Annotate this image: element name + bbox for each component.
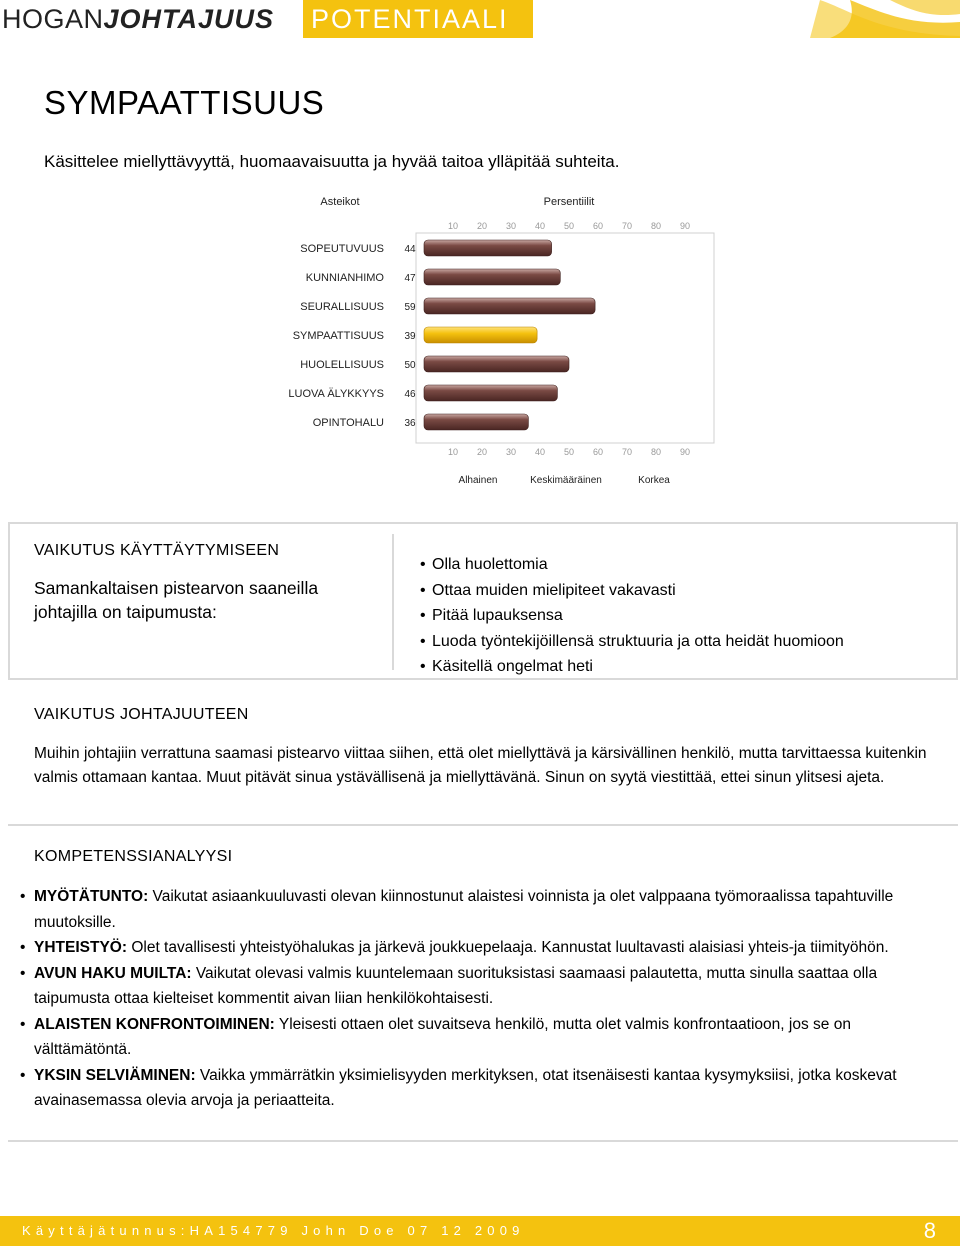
list-item <box>20 1063 940 1114</box>
range-label: Keskimääräinen <box>530 475 602 486</box>
brand-johtajuus: JOHTAJUUS <box>103 3 275 34</box>
competence-label: YHTEISTYÖ: <box>34 939 128 956</box>
bar <box>424 356 569 372</box>
competence-analysis-box <box>8 832 958 1142</box>
footer-user-line: Käyttäjätunnus:HA154779 John Doe 07 12 2009 <box>22 1223 525 1238</box>
x-tick-label-bottom: 20 <box>476 447 488 457</box>
category-label: SYMPAATTISUUS <box>292 330 384 342</box>
category-label: LUOVA ÄLYKKYYS <box>288 388 384 400</box>
x-tick-label-top: 40 <box>534 221 546 231</box>
leadership-impact-text: Muihin johtajiin verrattuna saamasi pistearvo viittaa siihen, että olet miellyttävä ja kärsivällinen henkilö, mutta tarvittaessa kuitenkin valmis ottamaan kantaa. Muut pitävät sinua ystävällisenä ja miellyttävänä. Sinun on syytä viestittää, ettei sinun ylitsesi ajeta. <box>34 745 927 786</box>
bullet-icon: • <box>20 888 26 905</box>
category-label: OPINTOHALU <box>312 417 384 429</box>
value-label: 46 <box>404 389 416 400</box>
value-label: 39 <box>404 331 416 342</box>
list-item <box>20 935 940 961</box>
chart-scales-header: Asteikot <box>320 196 360 208</box>
category-label: HUOLELLISUUS <box>300 359 384 371</box>
competence-label: MYÖTÄTUNTO: <box>34 888 149 905</box>
leadership-impact-box <box>8 690 958 826</box>
percentile-chart <box>0 185 960 495</box>
brand-logo <box>0 0 274 38</box>
x-tick-label-top: 70 <box>621 221 633 231</box>
competence-list <box>20 884 940 1114</box>
competence-text: Olet tavallisesti yhteistyöhalukas ja järkevä joukkuepelaaja. Kannustat luultavasti alaisiasi yhteis-ja tiimityöhön. <box>127 939 889 956</box>
bar <box>424 414 528 430</box>
value-label: 47 <box>404 273 416 284</box>
competence-label: AVUN HAKU MUILTA: <box>34 964 192 982</box>
bullet-icon: • <box>20 1066 26 1084</box>
chart-percentiles-header: Persentiilit <box>543 196 595 208</box>
x-tick-label-bottom: 70 <box>621 447 633 457</box>
category-label: SOPEUTUVUUS <box>300 243 384 255</box>
list-item: • Luoda työntekijöillensä struktuuria ja otta heidät huomioon <box>420 629 844 655</box>
behavior-impact-intro: Samankaltaisen pistearvon saaneilla johtajilla on taipumusta: <box>34 578 319 622</box>
behavior-impact-box <box>8 522 958 680</box>
x-tick-label-bottom: 90 <box>679 447 691 457</box>
competence-text: Vaikutat asiaankuuluvasti olevan kiinnostunut alaistesi voinnista ja olet valppaana työmoraalissa tapahtuville muutoksille. <box>34 888 894 931</box>
bullet-icon: • <box>20 964 26 982</box>
value-label: 59 <box>404 302 416 313</box>
behavior-bullet-list <box>420 552 844 680</box>
competence-label: ALAISTEN KONFRONTOIMINEN: <box>34 1015 275 1033</box>
x-tick-label-top: 90 <box>679 221 691 231</box>
list-item: • Ottaa muiden mielipiteet vakavasti <box>420 578 844 604</box>
competence-heading: KOMPETENSSIANALYYSI <box>34 848 233 865</box>
bar <box>424 385 557 401</box>
page-footer <box>0 1216 960 1246</box>
bullet-icon: • <box>20 939 26 956</box>
list-item <box>20 884 940 935</box>
list-item: • Käsitellä ongelmat heti <box>420 654 844 680</box>
competence-text: Yleisesti ottaen olet suvaitseva henkilö, mutta olet valmis konfrontaatioon, jos se on välttämätöntä. <box>34 1015 851 1058</box>
brand-potentiaali: POTENTIAALI <box>303 0 533 38</box>
bar <box>424 269 560 285</box>
page-title: SYMPAATTISUUS <box>44 84 325 121</box>
value-label: 50 <box>404 360 416 371</box>
list-item: • Olla huolettomia <box>420 552 844 578</box>
x-tick-label-bottom: 30 <box>505 447 517 457</box>
page-subtitle: Käsittelee miellyttävyyttä, huomaavaisuutta ja hyvää taitoa ylläpitää suhteita. <box>44 152 620 171</box>
range-label: Korkea <box>638 475 670 486</box>
bar <box>424 240 552 256</box>
list-item <box>20 961 940 1012</box>
x-tick-label-top: 20 <box>476 221 488 231</box>
x-tick-label-bottom: 10 <box>447 447 459 457</box>
x-tick-label-top: 10 <box>447 221 459 231</box>
brand-hogan: HOGAN <box>2 3 104 34</box>
leadership-impact-heading: VAIKUTUS JOHTAJUUTEEN <box>34 706 249 723</box>
box-divider <box>392 534 394 670</box>
bullet-icon: • <box>20 1015 26 1033</box>
x-tick-label-bottom: 80 <box>650 447 662 457</box>
bar-highlight <box>424 327 537 343</box>
x-tick-label-top: 60 <box>592 221 604 231</box>
value-label: 36 <box>404 418 416 429</box>
category-label: KUNNIANHIMO <box>305 272 384 284</box>
competence-text: Vaikka ymmärrätkin yksimielisyyden merkityksen, otat itsenäisesti kantaa kysymyksiisi, jotka koskevat avainasemassa olevia arvoja ja periaatteita. <box>34 1066 897 1109</box>
competence-text: Vaikutat olevasi valmis kuuntelemaan suorituksistasi saamaasi palautetta, mutta sinulla saattaa olla taipumusta ottaa kielteiset kommentit aivan liian henkilökohtaisesti. <box>34 964 878 1007</box>
x-tick-label-top: 30 <box>505 221 517 231</box>
competence-label: YKSIN SELVIÄMINEN: <box>34 1066 196 1084</box>
category-label: SEURALLISUUS <box>300 301 384 313</box>
page-header <box>0 0 960 38</box>
page-number: 8 <box>923 1218 936 1243</box>
x-tick-label-bottom: 40 <box>534 447 546 457</box>
swoosh-logo-icon <box>810 0 960 38</box>
x-tick-label-bottom: 60 <box>592 447 604 457</box>
list-item: • Pitää lupauksensa <box>420 603 844 629</box>
list-item <box>20 1012 940 1063</box>
x-tick-label-top: 80 <box>650 221 662 231</box>
value-label: 44 <box>404 244 416 255</box>
x-tick-label-top: 50 <box>563 221 575 231</box>
behavior-impact-heading: VAIKUTUS KÄYTTÄYTYMISEEN <box>34 542 280 559</box>
range-label: Alhainen <box>458 475 498 486</box>
x-tick-label-bottom: 50 <box>563 447 575 457</box>
bar <box>424 298 595 314</box>
